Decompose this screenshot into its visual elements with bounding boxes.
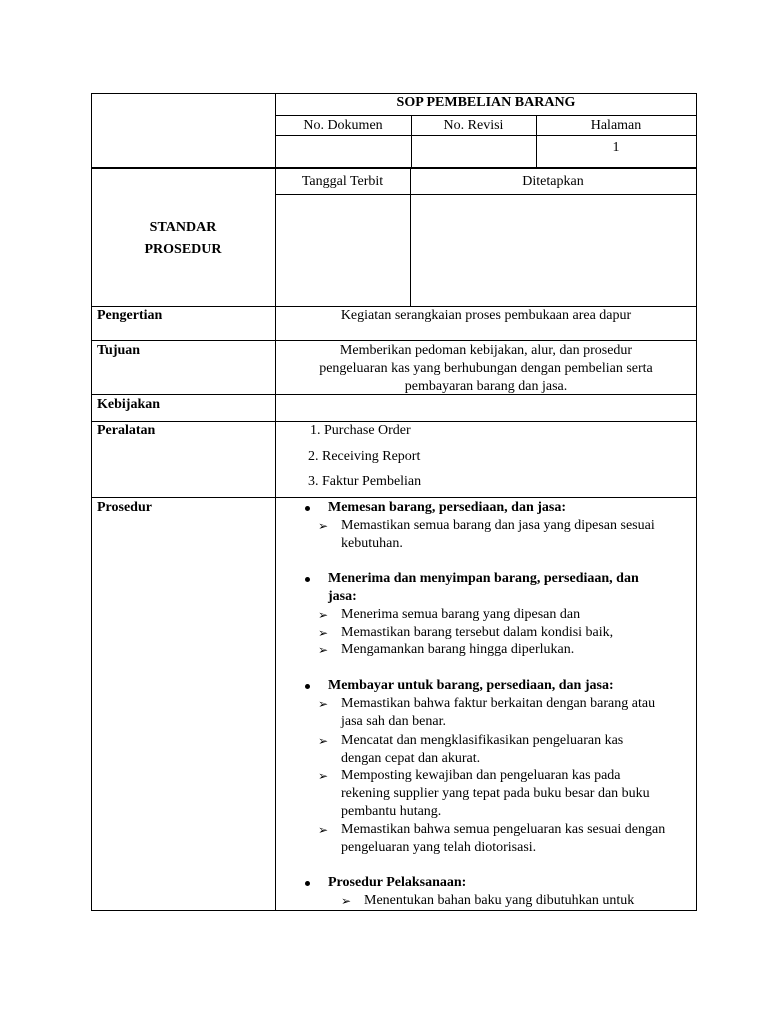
rule — [91, 93, 92, 911]
list-item — [341, 517, 693, 553]
tujuan-line: pengeluaran kas yang berhubungan dengan pembelian serta — [319, 361, 653, 376]
pengertian-text: Kegiatan serangkaian proses pembukaan area dapur — [340, 308, 632, 323]
rule — [696, 93, 697, 911]
list-item-line: Memposting kewajiban dan pengeluaran kas pada — [341, 768, 621, 783]
list-item — [341, 732, 693, 768]
list-item — [341, 695, 693, 731]
list-item — [341, 821, 693, 857]
peralatan-item: 3. Faktur Pembelian — [308, 474, 422, 489]
arrow-bullet-icon: ➢ — [318, 626, 329, 640]
prosedur-line: PROSEDUR — [144, 242, 222, 257]
rule — [275, 115, 697, 116]
list-item-line: kebutuhan. — [341, 536, 403, 551]
peralatan-item: 1. Purchase Order — [310, 423, 411, 438]
heading-line: Menerima dan menyimpan barang, persediaan, dan — [328, 571, 639, 586]
ditetapkan-label: Ditetapkan — [522, 174, 584, 189]
list-item-line: Memastikan bahwa faktur berkaitan dengan barang atau — [341, 696, 656, 711]
heading-line: jasa: — [328, 589, 357, 604]
list-item-line: Mencatat dan mengklasifikasikan pengeluaran kas — [341, 733, 624, 748]
list-item-line: pengeluaran yang telah diotorisasi. — [341, 840, 537, 855]
col-no-dokumen: No. Dokumen — [303, 118, 383, 133]
section-heading: Memesan barang, persediaan, dan jasa: — [328, 500, 567, 515]
tujuan-line: pembayaran barang dan jasa. — [404, 379, 568, 394]
list-item-line: jasa sah dan benar. — [341, 714, 446, 729]
bullet-dot — [304, 500, 312, 508]
section-heading: Membayar untuk barang, persediaan, dan jasa: — [328, 678, 614, 693]
list-item-line: rekening supplier yang tepat pada buku besar dan buku — [341, 786, 650, 801]
peralatan-label: Peralatan — [97, 423, 156, 438]
tujuan-line: Memberikan pedoman kebijakan, alur, dan prosedur — [339, 343, 633, 358]
bullet-dot — [304, 571, 312, 579]
list-item: Memastikan barang tersebut dalam kondisi baik, — [341, 625, 614, 640]
document-title: SOP PEMBELIAN BARANG — [396, 95, 576, 110]
tanggal-terbit-label: Tanggal Terbit — [301, 174, 384, 189]
list-item-line: pembantu hutang. — [341, 804, 442, 819]
arrow-bullet-icon: ➢ — [318, 823, 329, 837]
halaman-value: 1 — [612, 140, 620, 155]
list-item — [341, 767, 693, 821]
section-heading — [328, 570, 688, 606]
list-item: Mengamankan barang hingga diperlukan. — [341, 642, 575, 657]
list-item: Menentukan bahan baku yang dibutuhkan untuk — [364, 893, 635, 908]
arrow-bullet-icon: ➢ — [318, 769, 329, 783]
peralatan-item: 2. Receiving Report — [308, 449, 421, 464]
list-item: Menerima semua barang yang dipesan dan — [341, 607, 581, 622]
rule — [91, 497, 697, 498]
arrow-bullet-icon: ➢ — [318, 643, 329, 657]
section-heading: Prosedur Pelaksanaan: — [328, 875, 467, 890]
kebijakan-label: Kebijakan — [97, 397, 161, 412]
rule — [91, 910, 697, 911]
arrow-bullet-icon: ➢ — [341, 894, 352, 908]
prosedur-label: Prosedur — [97, 500, 152, 515]
arrow-bullet-icon: ➢ — [318, 608, 329, 622]
rule — [275, 93, 276, 911]
tujuan-text — [275, 342, 697, 396]
list-item-line: dengan cepat dan akurat. — [341, 751, 481, 766]
rule — [91, 168, 697, 169]
rule — [275, 135, 697, 136]
arrow-bullet-icon: ➢ — [318, 519, 329, 533]
standar-prosedur-label — [91, 217, 275, 261]
arrow-bullet-icon: ➢ — [318, 697, 329, 711]
col-no-revisi: No. Revisi — [443, 118, 504, 133]
pengertian-label: Pengertian — [97, 308, 163, 323]
bullet-dot — [304, 678, 312, 686]
rule — [91, 340, 697, 341]
tujuan-label: Tujuan — [97, 343, 141, 358]
list-item-line: Memastikan semua barang dan jasa yang dipesan sesuai — [341, 518, 655, 533]
list-item-line: Memastikan bahwa semua pengeluaran kas sesuai dengan — [341, 822, 666, 837]
arrow-bullet-icon: ➢ — [318, 734, 329, 748]
col-halaman: Halaman — [590, 118, 642, 133]
bullet-dot — [304, 875, 312, 883]
standar-line: STANDAR — [149, 220, 217, 235]
rule — [275, 194, 697, 195]
